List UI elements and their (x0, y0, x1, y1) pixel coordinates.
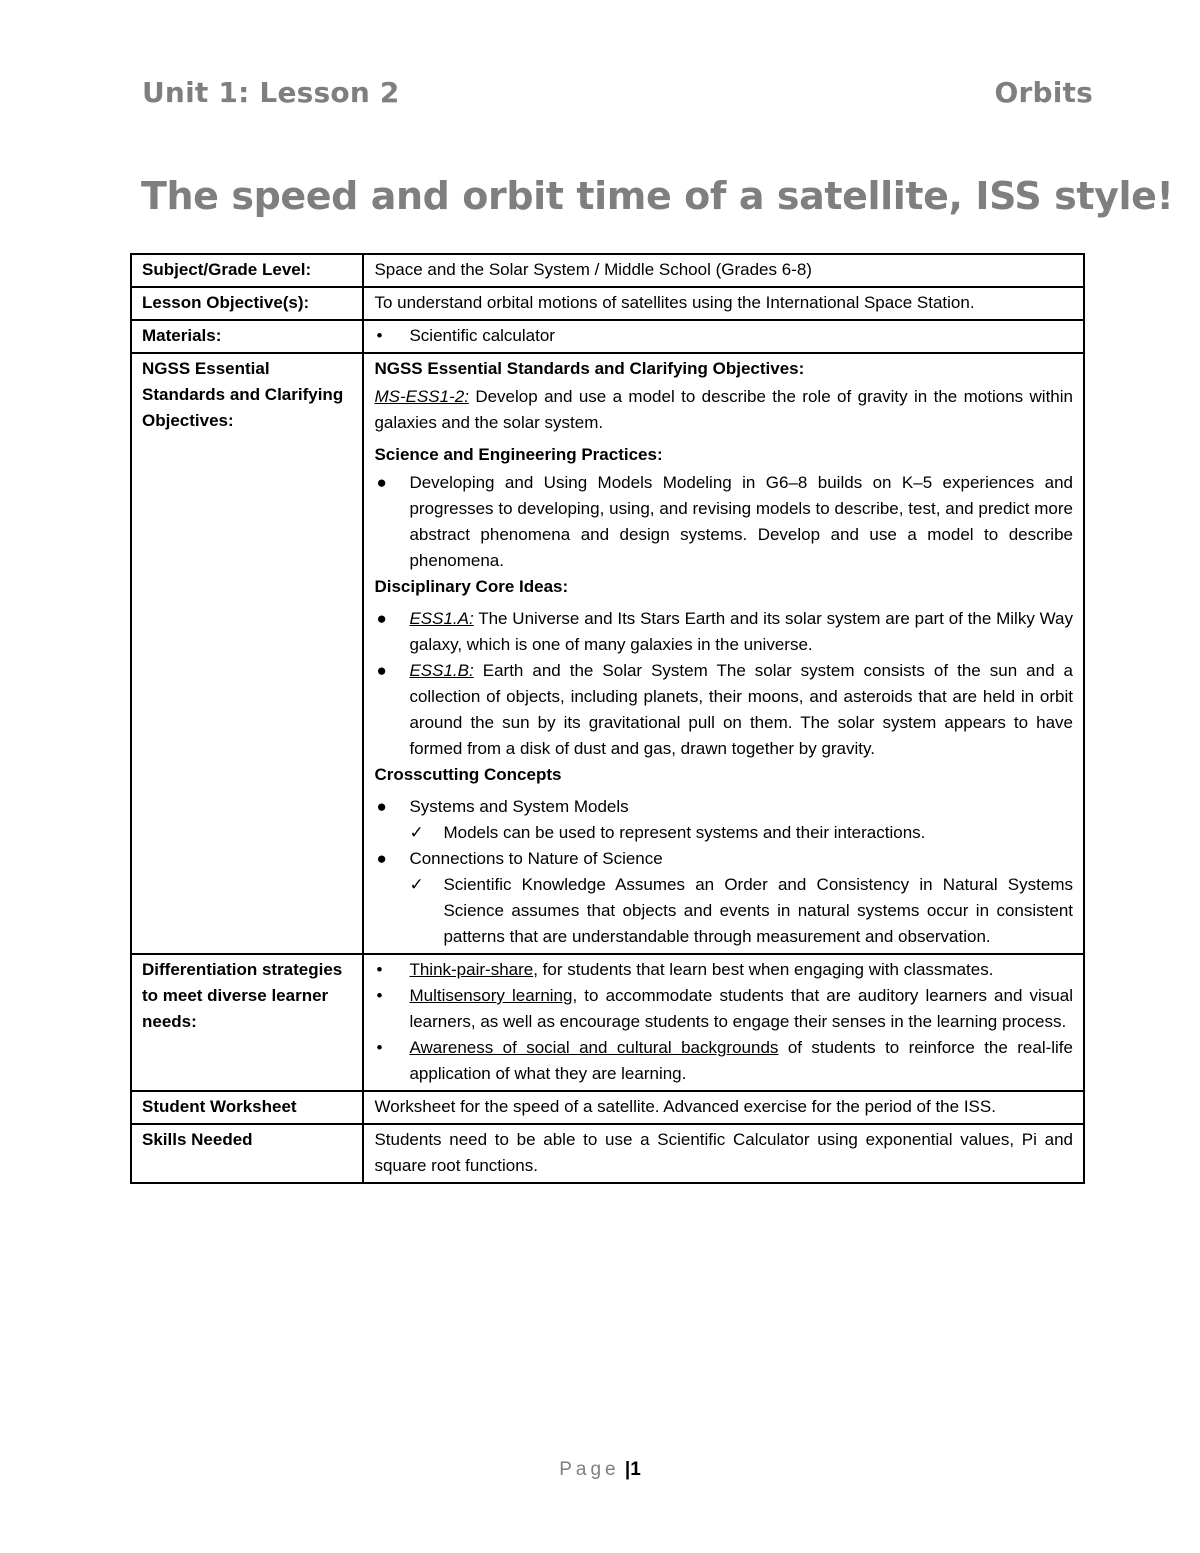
bullet-icon: • (376, 986, 383, 1005)
ngss-label: NGSS Essential Standards and Clarifying Objectives: (131, 353, 363, 954)
page-word: Page (559, 1459, 620, 1480)
standard-code-link[interactable]: MS-ESS1-2: (374, 387, 469, 406)
table-row (131, 320, 1084, 353)
round-bullet-icon: ● (376, 661, 387, 680)
core-text: Earth and the Solar System The solar system consists of the sun and a collection of objects, including planets, their moons, and asteroids that are held in orbit around the sun by its gravitational pull on them. The solar system appears to have formed from a disk of dust and gas, drawn together by gravity. (409, 661, 1073, 758)
material-text: Scientific calculator (409, 326, 555, 345)
cross-sub-text: Models can be used to represent systems and their interactions. (443, 823, 926, 842)
list-item (374, 983, 1073, 1035)
ngss-value (363, 353, 1084, 954)
skills-text: Students need to be able to use a Scientific Calculator using exponential values, Pi and square root functions. (374, 1130, 1073, 1175)
skills-value (363, 1124, 1084, 1183)
strategy-text: , for students that learn best when engaging with classmates. (533, 960, 994, 979)
worksheet-text: Worksheet for the speed of a satellite. Advanced exercise for the period of the ISS. (374, 1097, 996, 1116)
strategy-link[interactable]: Awareness of social and cultural backgrounds (409, 1038, 779, 1057)
round-bullet-icon: ● (376, 797, 387, 816)
cross-text: Connections to Nature of Science (409, 849, 663, 868)
core-code-link[interactable]: ESS1.B: (409, 661, 474, 680)
practices-heading: Science and Engineering Practices: (374, 445, 663, 464)
page-separator: | (624, 1459, 631, 1480)
check-icon: ✓ (409, 823, 424, 842)
core-text: The Universe and Its Stars Earth and its solar system are part of the Milky Way galaxy, which is one of many galaxies in the universe. (409, 609, 1073, 654)
objective-value: To understand orbital motions of satellites using the International Space Station. (363, 287, 1084, 320)
list-item (374, 846, 1073, 950)
ngss-heading: NGSS Essential Standards and Clarifying Objectives: (374, 359, 805, 378)
materials-label: Materials: (131, 320, 363, 353)
worksheet-value (363, 1091, 1084, 1124)
list-item (374, 470, 1073, 574)
crosscutting-heading: Crosscutting Concepts (374, 765, 562, 784)
skills-label: Skills Needed (131, 1124, 363, 1183)
worksheet-label: Student Worksheet (131, 1091, 363, 1124)
round-bullet-icon: ● (376, 473, 387, 492)
materials-value (363, 320, 1084, 353)
lesson-plan-table (130, 253, 1085, 1184)
practice-text: Developing and Using Models Modeling in G6–8 builds on K–5 experiences and progresses to developing, using, and revising models to describe, test, and predict more abstract phenomena and design systems. Develop and use a model to describe phenomena. (409, 473, 1073, 570)
page-title: The speed and orbit time of a satellite, ISS style! (141, 174, 1174, 218)
table-row (131, 954, 1084, 1091)
objective-label: Lesson Objective(s): (131, 287, 363, 320)
page-number: 1 (630, 1459, 641, 1480)
subject-label: Subject/Grade Level: (131, 254, 363, 287)
list-item (374, 1035, 1073, 1087)
table-row (131, 353, 1084, 954)
bullet-icon: • (376, 1038, 383, 1057)
list-item (409, 872, 1073, 950)
strategy-text: , to accommodate students that are auditory learners and visual learners, as well as encourage students to engage their senses in the learning process. (409, 986, 1073, 1031)
ngss-standard (374, 384, 1073, 436)
table-row (131, 1091, 1084, 1124)
list-item (374, 658, 1073, 762)
core-code-link[interactable]: ESS1.A: (409, 609, 474, 628)
check-icon: ✓ (409, 875, 424, 894)
round-bullet-icon: ● (376, 609, 387, 628)
standard-text: Develop and use a model to describe the role of gravity in the motions within galaxies and the solar system. (374, 387, 1073, 432)
list-item (374, 323, 1073, 349)
strategy-link[interactable]: Multisensory learning (409, 986, 573, 1005)
cross-text: Systems and System Models (409, 797, 629, 816)
strategy-text: of students to reinforce the real-life application of what they are learning. (409, 1038, 1073, 1083)
cross-sub-text: Scientific Knowledge Assumes an Order and Consistency in Natural Systems Science assumes that objects and events in natural systems occur in consistent patterns that are understandable through measurement and observation. (443, 875, 1073, 946)
subject-value: Space and the Solar System / Middle School (Grades 6-8) (363, 254, 1084, 287)
header-topic: Orbits (994, 76, 1093, 109)
list-item (409, 820, 1073, 846)
bullet-icon: • (376, 960, 383, 979)
page-footer (0, 1459, 1200, 1481)
table-row (131, 254, 1084, 287)
list-item (374, 957, 1073, 983)
list-item (374, 606, 1073, 658)
bullet-icon: • (376, 326, 383, 345)
list-item (374, 794, 1073, 846)
core-ideas-heading: Disciplinary Core Ideas: (374, 577, 569, 596)
round-bullet-icon: ● (376, 849, 387, 868)
header-unit: Unit 1: Lesson 2 (142, 76, 400, 109)
table-row (131, 287, 1084, 320)
strategy-link[interactable]: Think-pair-share (409, 960, 534, 979)
differentiation-value (363, 954, 1084, 1091)
differentiation-label: Differentiation strategies to meet diverse learner needs: (131, 954, 363, 1091)
table-row (131, 1124, 1084, 1183)
